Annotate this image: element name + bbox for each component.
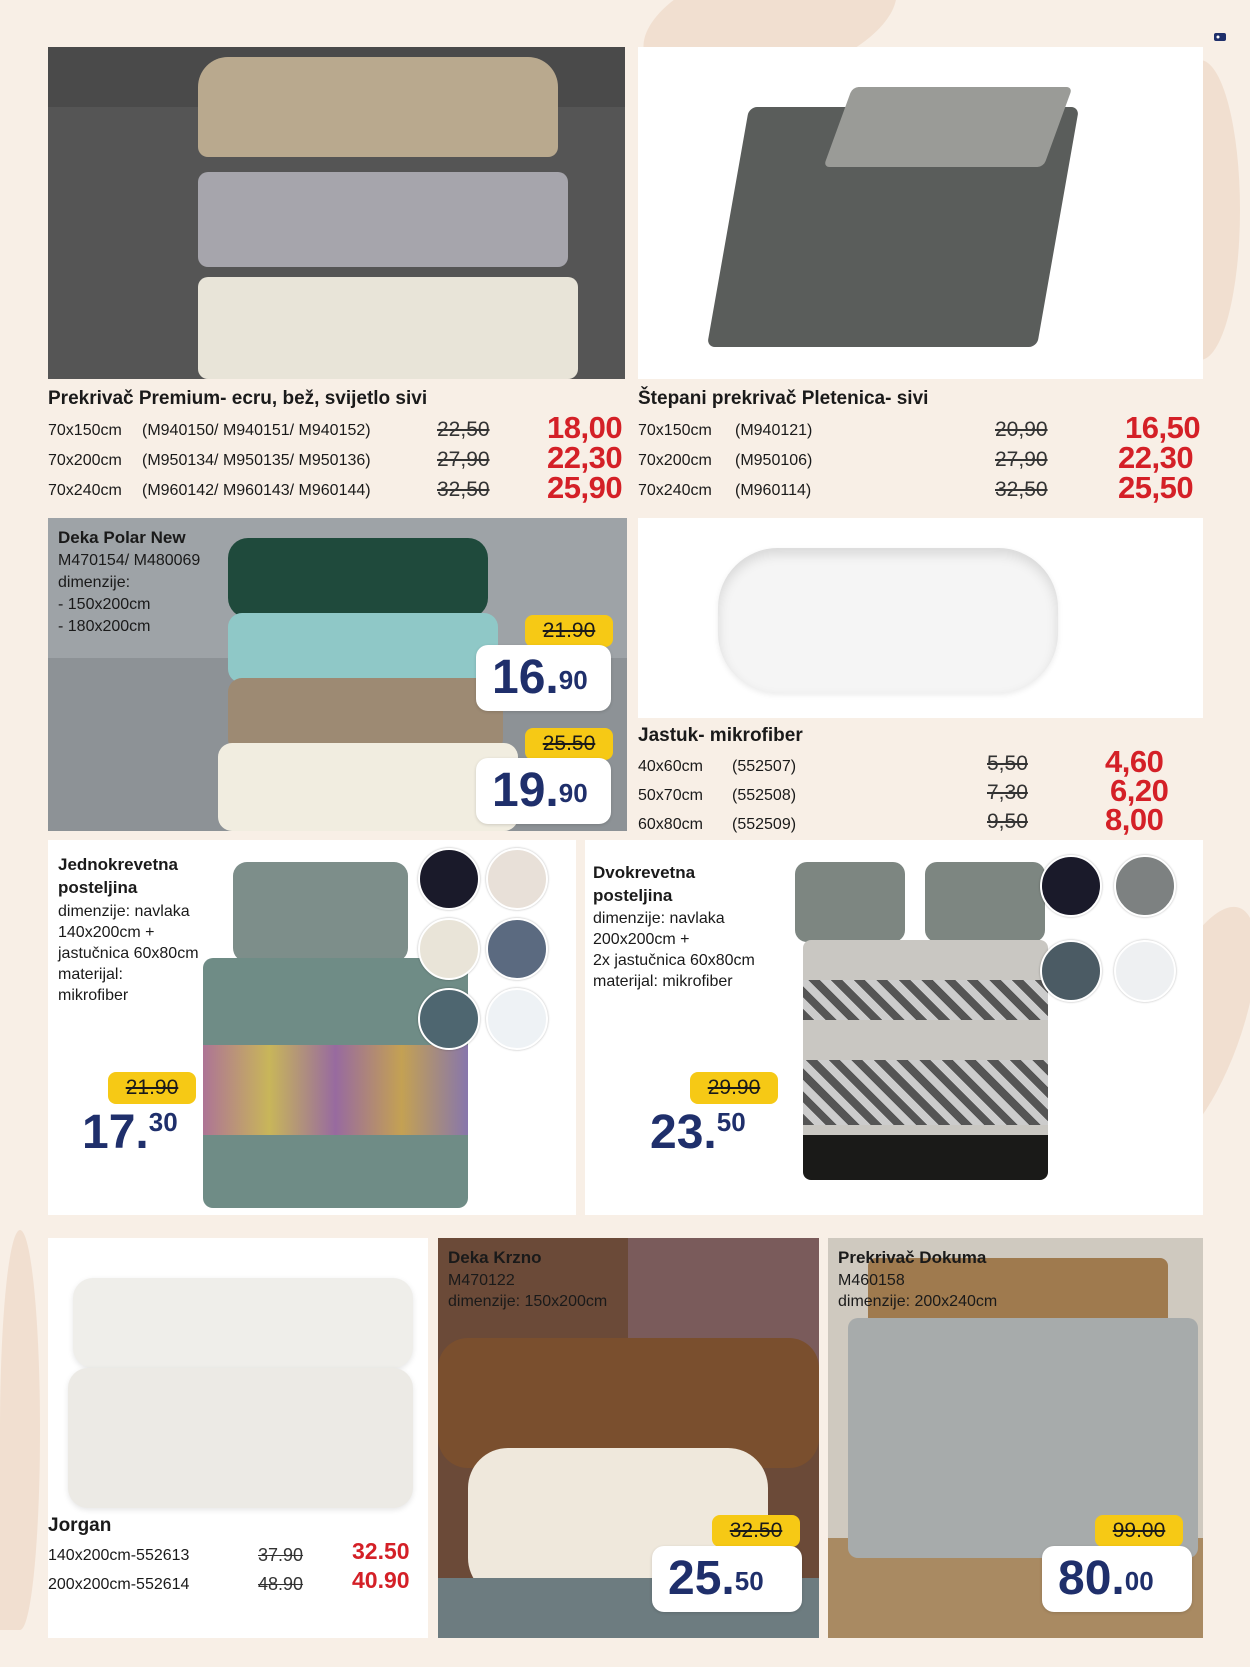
dokuma-old-price-badge — [1095, 1515, 1183, 1547]
polar-price-int: 19. — [492, 764, 559, 817]
jednokrevetna-price-int: 17. — [82, 1106, 149, 1159]
krzno-dim: dimenzije: 150x200cm — [448, 1293, 608, 1310]
pattern-swatch — [486, 988, 548, 1050]
pletenica-size: 70x150cm — [638, 422, 712, 439]
krzno-code: M470122 — [448, 1272, 515, 1289]
pattern-swatch — [418, 848, 480, 910]
pattern-swatch — [486, 918, 548, 980]
polar-dim: - 180x200cm — [58, 618, 151, 635]
pletenica-size: 70x200cm — [638, 452, 712, 469]
pattern-swatch — [486, 848, 548, 910]
pattern-swatch — [1040, 940, 1102, 1002]
dokuma-price-int: 80. — [1058, 1552, 1125, 1605]
krzno-old-price-badge — [712, 1515, 800, 1547]
premium-old-price: 27,90 — [437, 448, 490, 471]
jastuk-old-price: 5,50 — [987, 752, 1028, 775]
premium-size: 70x240cm — [48, 482, 122, 499]
polar-price-dec: 90 — [558, 665, 588, 695]
dvokrevetna-title: posteljina — [593, 886, 673, 905]
jorgan-size: 200x200cm-552614 — [48, 1576, 190, 1593]
jorgan-size: 140x200cm-552613 — [48, 1547, 190, 1564]
jastuk-old-price: 9,50 — [987, 810, 1028, 833]
krzno-title: Deka Krzno — [448, 1248, 542, 1267]
jastuk-new-price: 8,00 — [1105, 802, 1164, 837]
jastuk-code: (552507) — [732, 758, 797, 775]
jednokrevetna-price-dec: 30 — [148, 1107, 178, 1137]
dokuma-code: M460158 — [838, 1272, 905, 1289]
pletenica-new-price: 25,50 — [1118, 470, 1194, 505]
polar-title: Deka Polar New — [58, 528, 186, 547]
pattern-swatch — [1114, 855, 1176, 917]
dvokrevetna-old-price-badge — [690, 1072, 778, 1104]
jastuk-old-price: 7,30 — [987, 781, 1028, 804]
dokuma-new-price-badge — [1042, 1546, 1192, 1612]
jednokrevetna-desc: dimenzije: navlaka — [58, 903, 190, 920]
premium-codes: (M950134/ M950135/ M950136) — [142, 452, 371, 469]
premium-size: 70x200cm — [48, 452, 122, 469]
pletenica-code: (M960114) — [735, 482, 812, 499]
pletenica-old-price: 20,90 — [995, 418, 1048, 441]
krzno-price-dec: 50 — [734, 1566, 764, 1596]
background-leaf — [0, 1230, 40, 1630]
premium-new-price: 18,00 — [547, 410, 623, 445]
premium-old-price: 22,50 — [437, 418, 490, 441]
jorgan-old-price: 48.90 — [258, 1574, 304, 1594]
pletenica-code: (M940121) — [735, 422, 813, 439]
polar-dim-label: dimenzije: — [58, 574, 131, 591]
dokuma-dim: dimenzije: 200x240cm — [838, 1293, 998, 1310]
premium-codes: (M940150/ M940151/ M940152) — [142, 422, 371, 439]
jastuk-size: 40x60cm — [638, 758, 703, 775]
jednokrevetna-desc: materijal: — [58, 966, 123, 983]
dokuma-price-dec: 00 — [1124, 1566, 1154, 1596]
polar-codes: M470154/ M480069 — [58, 552, 201, 569]
polar-new-price-badge — [476, 645, 611, 711]
polar-price-int: 16. — [492, 651, 559, 704]
jastuk-photo — [638, 518, 1203, 718]
pattern-swatch — [1114, 940, 1176, 1002]
jastuk-title: Jastuk- mikrofiber — [638, 725, 803, 746]
polar-old-price-badge — [525, 728, 613, 760]
pletenica-old-price: 27,90 — [995, 448, 1048, 471]
pletenica-size: 70x240cm — [638, 482, 712, 499]
jednokrevetna-title: Jednokrevetna — [58, 855, 178, 874]
jorgan-new-price: 40.90 — [352, 1567, 410, 1593]
dokuma-old-price: 99.00 — [1112, 1519, 1166, 1542]
premium-new-price: 22,30 — [547, 440, 623, 475]
jednokrevetna-old-price: 21.90 — [125, 1076, 179, 1099]
polar-dim: - 150x200cm — [58, 596, 151, 613]
jorgan-old-price: 37.90 — [258, 1545, 304, 1565]
polar-old-price: 21.90 — [542, 619, 596, 642]
dvokrevetna-title: Dvokrevetna — [593, 863, 696, 882]
dvokrevetna-desc: 200x200cm + — [593, 931, 690, 948]
krzno-new-price-badge — [652, 1546, 802, 1612]
dvokrevetna-old-price: 29.90 — [707, 1076, 761, 1099]
premium-old-price: 32,50 — [437, 478, 490, 501]
jednokrevetna-desc: jastučnica 60x80cm — [58, 945, 199, 962]
pletenica-new-price: 22,30 — [1118, 440, 1194, 475]
pletenica-new-price: 16,50 — [1125, 410, 1201, 445]
pattern-swatch — [418, 918, 480, 980]
pattern-swatch — [1040, 855, 1102, 917]
jastuk-code: (552509) — [732, 816, 797, 833]
krzno-price-int: 25. — [668, 1552, 735, 1605]
dokuma-title: Prekrivač Dokuma — [838, 1248, 987, 1267]
premium-size: 70x150cm — [48, 422, 122, 439]
jastuk-new-price: 6,20 — [1110, 773, 1169, 808]
jednokrevetna-desc: 140x200cm + — [58, 924, 155, 941]
dvokrevetna-new-price — [650, 1105, 746, 1160]
premium-title: Prekrivač Premium- ecru, bež, svijetlo sivi — [48, 388, 428, 409]
polar-old-price-badge — [525, 615, 613, 647]
polar-new-price-badge — [476, 758, 611, 824]
jorgan-new-price: 32.50 — [352, 1538, 410, 1564]
jednokrevetna-new-price — [82, 1105, 178, 1160]
premium-new-price: 25,90 — [547, 470, 623, 505]
polar-old-price: 25.50 — [542, 732, 596, 755]
jednokrevetna-old-price-badge — [108, 1072, 196, 1104]
dvokrevetna-price-dec: 50 — [716, 1107, 746, 1137]
pletenica-code: (M950106) — [735, 452, 813, 469]
logo-mark-icon — [1213, 30, 1227, 44]
polar-price-dec: 90 — [558, 778, 588, 808]
jednokrevetna-desc: mikrofiber — [58, 987, 129, 1004]
jastuk-size: 50x70cm — [638, 787, 703, 804]
dvokrevetna-desc: dimenzije: navlaka — [593, 910, 725, 927]
jastuk-size: 60x80cm — [638, 816, 703, 833]
jastuk-code: (552508) — [732, 787, 797, 804]
krzno-old-price: 32.50 — [729, 1519, 783, 1542]
jorgan-title: Jorgan — [48, 1515, 112, 1536]
dvokrevetna-price-int: 23. — [650, 1106, 717, 1159]
pletenica-old-price: 32,50 — [995, 478, 1048, 501]
pletenica-title: Štepani prekrivač Pletenica- sivi — [638, 388, 929, 409]
premium-codes: (M960142/ M960143/ M960144) — [142, 482, 371, 499]
pletenica-photo — [638, 47, 1203, 379]
dvokrevetna-desc: 2x jastučnica 60x80cm — [593, 952, 755, 969]
dvokrevetna-desc: materijal: mikrofiber — [593, 973, 733, 990]
pattern-swatch — [418, 988, 480, 1050]
premium-photo — [48, 47, 625, 379]
jastuk-new-price: 4,60 — [1105, 744, 1164, 779]
jednokrevetna-title: posteljina — [58, 878, 138, 897]
